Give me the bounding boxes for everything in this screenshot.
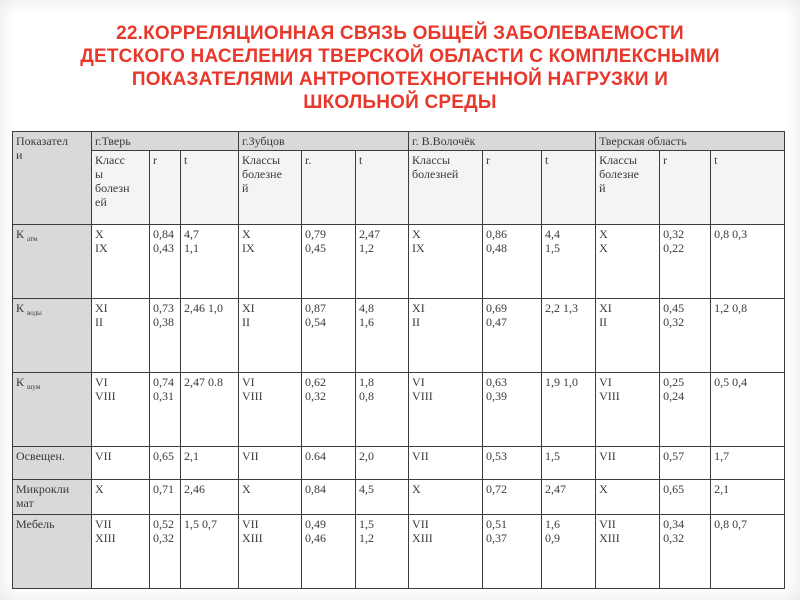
cell-r: 0,79 0,45 <box>302 225 356 299</box>
row-label-text: Мебель <box>16 517 55 531</box>
subheader-r: r <box>660 151 711 225</box>
cell-classes: X X <box>596 225 660 299</box>
region-header-oblast: Тверская область <box>596 132 785 151</box>
cell-t: 2,46 1,0 <box>181 299 239 373</box>
cell-r: 0,52 0,32 <box>150 515 181 589</box>
cell-r: 0,72 <box>483 480 542 515</box>
cell-classes: X <box>409 480 483 515</box>
cell-r: 0,86 0,48 <box>483 225 542 299</box>
row-label-text: К <box>16 301 25 315</box>
row-label <box>13 447 92 480</box>
cell-r: 0,45 0,32 <box>660 299 711 373</box>
cell-r: 0,65 <box>150 447 181 480</box>
table-row <box>13 447 785 480</box>
region-header-volochek: г. В.Волочёк <box>409 132 596 151</box>
row-label <box>13 299 92 373</box>
cell-t: 1,5 1,2 <box>356 515 409 589</box>
cell-r: 0,74 0,31 <box>150 373 181 447</box>
cell-r: 0,57 <box>660 447 711 480</box>
cell-t: 1,7 <box>711 447 785 480</box>
cell-r: 0,87 0,54 <box>302 299 356 373</box>
cell-t: 2,1 <box>711 480 785 515</box>
cell-t: 1,8 0,8 <box>356 373 409 447</box>
cell-classes: VII XIII <box>239 515 302 589</box>
cell-classes: X <box>239 480 302 515</box>
cell-t: 0,8 0,3 <box>711 225 785 299</box>
cell-r: 0,84 <box>302 480 356 515</box>
cell-classes: X IX <box>409 225 483 299</box>
cell-classes: VII <box>92 447 150 480</box>
cell-classes: X IX <box>239 225 302 299</box>
cell-classes: VI VIII <box>92 373 150 447</box>
cell-r: 0,63 0,39 <box>483 373 542 447</box>
cell-t: 2,47 1,2 <box>356 225 409 299</box>
subheader-classes: Классы болезне й <box>239 151 302 225</box>
cell-classes: VII XIII <box>409 515 483 589</box>
region-header-zubtsov: г.Зубцов <box>239 132 409 151</box>
row-label-subscript: шум <box>27 383 41 391</box>
cell-r: 0,84 0,43 <box>150 225 181 299</box>
cell-classes: VI VIII <box>409 373 483 447</box>
cell-r: 0,73 0,38 <box>150 299 181 373</box>
cell-classes: X <box>92 480 150 515</box>
row-label <box>13 515 92 589</box>
cell-t: 4,5 <box>356 480 409 515</box>
cell-r: 0,34 0,32 <box>660 515 711 589</box>
subheader-r: r <box>483 151 542 225</box>
row-label <box>13 373 92 447</box>
cell-classes: VII <box>596 447 660 480</box>
row-label-text: К <box>16 227 25 241</box>
cell-t: 1,6 0,9 <box>542 515 596 589</box>
cell-r: 0,49 0,46 <box>302 515 356 589</box>
cell-classes: XI II <box>92 299 150 373</box>
row-label-text: Микрокли мат <box>16 482 70 510</box>
subheader-classes: Классы болезне й <box>596 151 660 225</box>
cell-t: 2,47 0.8 <box>181 373 239 447</box>
row-label <box>13 225 92 299</box>
cell-t: 1,2 0,8 <box>711 299 785 373</box>
cell-t: 1,9 1,0 <box>542 373 596 447</box>
cell-r: 0,71 <box>150 480 181 515</box>
cell-r: 0,62 0,32 <box>302 373 356 447</box>
subheader-t: t <box>711 151 785 225</box>
subheader-classes: Класс ы болезн ей <box>92 151 150 225</box>
cell-r: 0,25 0,24 <box>660 373 711 447</box>
correlation-table <box>12 131 785 589</box>
cell-r: 0.64 <box>302 447 356 480</box>
cell-t: 1,5 <box>542 447 596 480</box>
table-row <box>13 225 785 299</box>
row-label-text: Освещен. <box>16 449 65 463</box>
table-row <box>13 480 785 515</box>
cell-t: 0,8 0,7 <box>711 515 785 589</box>
subheader-r: r. <box>302 151 356 225</box>
cell-classes: VII XIII <box>92 515 150 589</box>
region-header-tver: г.Тверь <box>92 132 239 151</box>
cell-t: 4,8 1,6 <box>356 299 409 373</box>
subheader-t: t <box>542 151 596 225</box>
cell-classes: XI II <box>409 299 483 373</box>
cell-t: 2,1 <box>181 447 239 480</box>
cell-classes: VII <box>409 447 483 480</box>
cell-r: 0,65 <box>660 480 711 515</box>
cell-classes: VII <box>239 447 302 480</box>
cell-t: 2,47 <box>542 480 596 515</box>
cell-t: 4,7 1,1 <box>181 225 239 299</box>
row-label-subscript: воды <box>27 309 42 317</box>
cell-t: 2,46 <box>181 480 239 515</box>
cell-r: 0,51 0,37 <box>483 515 542 589</box>
table-row <box>13 373 785 447</box>
subheader-t: t <box>181 151 239 225</box>
cell-classes: VI VIII <box>596 373 660 447</box>
slide-title: 22.КОРРЕЛЯЦИОННАЯ СВЯЗЬ ОБЩЕЙ ЗАБОЛЕВАЕМОСТИ ДЕТСКОГО НАСЕЛЕНИЯ ТВЕРСКОЙ ОБЛАСТИ С КОМПЛЕКСНЫМИ ПОКАЗАТЕЛЯМИ АНТРОПОТЕХНОГЕННОЙ НАГРУЗКИ И ШКОЛЬНОЙ СРЕДЫ <box>80 23 720 113</box>
cell-classes: X IX <box>92 225 150 299</box>
corner-header: Показател и <box>13 132 92 225</box>
cell-r: 0,69 0,47 <box>483 299 542 373</box>
row-label-text: К <box>16 375 25 389</box>
cell-t: 2,0 <box>356 447 409 480</box>
cell-classes: VI VIII <box>239 373 302 447</box>
subheader-classes: Классы болезней <box>409 151 483 225</box>
cell-t: 4,4 1,5 <box>542 225 596 299</box>
cell-t: 0,5 0,4 <box>711 373 785 447</box>
row-label <box>13 480 92 515</box>
cell-t: 1,5 0,7 <box>181 515 239 589</box>
row-label-subscript: атм <box>27 235 38 243</box>
cell-r: 0,53 <box>483 447 542 480</box>
table-row <box>13 515 785 589</box>
table-row <box>13 299 785 373</box>
cell-classes: XI II <box>596 299 660 373</box>
cell-classes: X <box>596 480 660 515</box>
cell-classes: VII XIII <box>596 515 660 589</box>
cell-r: 0,32 0,22 <box>660 225 711 299</box>
subheader-t: t <box>356 151 409 225</box>
cell-classes: XI II <box>239 299 302 373</box>
subheader-r: r <box>150 151 181 225</box>
cell-t: 2,2 1,3 <box>542 299 596 373</box>
